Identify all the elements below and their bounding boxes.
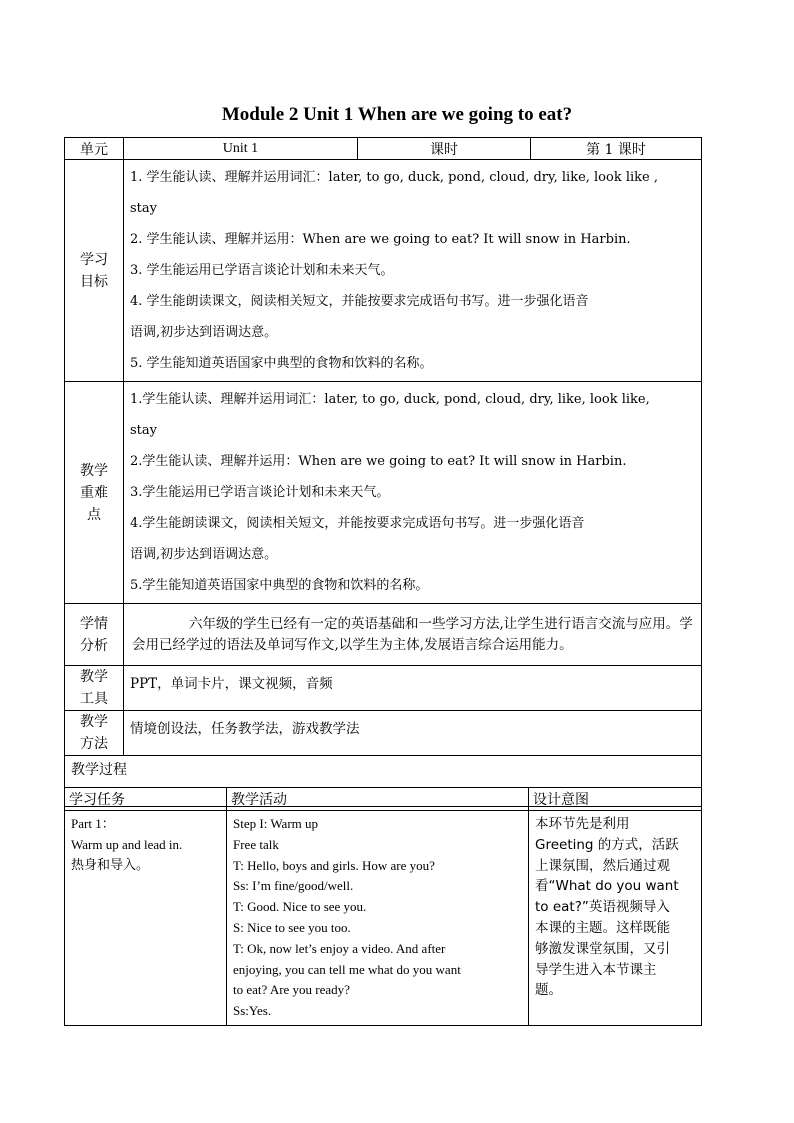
key-point-line: 4.学生能朗读课文，阅读相关短文，并能按要求完成语句书写。进一步强化语音 [130,516,585,531]
lesson-info-table [64,137,702,807]
key-point-line: 3.学生能运用已学语言谈论计划和未来天气。 [130,485,390,500]
key-point-line: 1.学生能认读、理解并运用词汇：later, to go, duck, pond, cloud, dry, like, look like, [130,392,650,407]
methods-label: 教学 方法 [65,711,124,756]
objectives-label: 学习 目标 [65,160,124,382]
key-points-row [65,382,702,604]
objectives-content [124,160,702,382]
analysis-row [65,604,702,666]
objective-line: 1. 学生能认读、理解并运用词汇：later, to go, duck, pond, cloud, dry, like, look like , [130,170,658,185]
objective-line: 5. 学生能知道英语国家中典型的食物和饮料的名称。 [130,356,433,371]
task-header: 学习任务 [65,788,227,811]
period-label: 课时 [358,138,531,160]
methods-row [65,711,702,756]
process-table [64,787,702,1026]
tools-text: PPT，单词卡片，课文视频，音频 [124,666,702,711]
objective-line: stay [130,201,157,216]
header-row [65,138,702,160]
tools-row [65,666,702,711]
methods-text: 情境创设法，任务教学法，游戏教学法 [124,711,702,756]
activity-header: 教学活动 [227,788,529,811]
key-point-line: 语调,初步达到语调达意。 [130,547,278,562]
process-label: 教学过程 [65,756,702,807]
objective-line: 3. 学生能运用已学语言谈论计划和未来天气。 [130,263,394,278]
key-point-line: 2.学生能认读、理解并运用：When are we going to eat? It will snow in Harbin. [130,454,627,469]
objectives-row [65,160,702,382]
tools-label: 教学 工具 [65,666,124,711]
process-header-row [65,788,702,811]
key-point-line: stay [130,423,157,438]
task-cell: Part 1： Warm up and lead in. 热身和导入。 [65,811,227,1026]
period-value: 第 1 课时 [531,138,702,160]
intent-cell: 本环节先是利用 Greeting 的方式，活跃 上课氛围，然后通过观 看“What do you want to eat?”英语视频导入 本课的主题。这样既能 够激发课堂氛围，又引 导学生进入本节课主 题。 [529,811,702,1026]
intent-header: 设计意图 [529,788,702,811]
objective-line: 2. 学生能认读、理解并运用：When are we going to eat? It will snow in Harbin. [130,232,631,247]
unit-value: Unit 1 [124,138,358,160]
objective-line: 4. 学生能朗读课文，阅读相关短文，并能按要求完成语句书写。进一步强化语音 [130,294,589,309]
objective-line: 语调,初步达到语调达意。 [130,325,278,340]
page-title: Module 2 Unit 1 When are we going to eat? [221,104,573,125]
key-points-label: 教学 重难 点 [65,382,124,604]
activity-cell: Step I: Warm up Free talk T: Hello, boys and girls. How are you? Ss: I’m fine/good/well. T: Good. Nice to see you. S: Nice to see you too. T: Ok, now let’s enjoy a video. And after enjoying, you can tell me what do you want to eat? Are you ready? Ss:Yes. [227,811,529,1026]
analysis-label: 学情 分析 [65,604,124,666]
process-row [65,811,702,1026]
analysis-text: 六年级的学生已经有一定的英语基础和一些学习方法,让学生进行语言交流与应用。学会用已经学过的语法及单词写作文,以学生为主体,发展语言综合运用能力。 [124,604,702,666]
key-points-content [124,382,702,604]
unit-label: 单元 [65,138,124,160]
key-point-line: 5.学生能知道英语国家中典型的食物和饮料的名称。 [130,578,429,593]
